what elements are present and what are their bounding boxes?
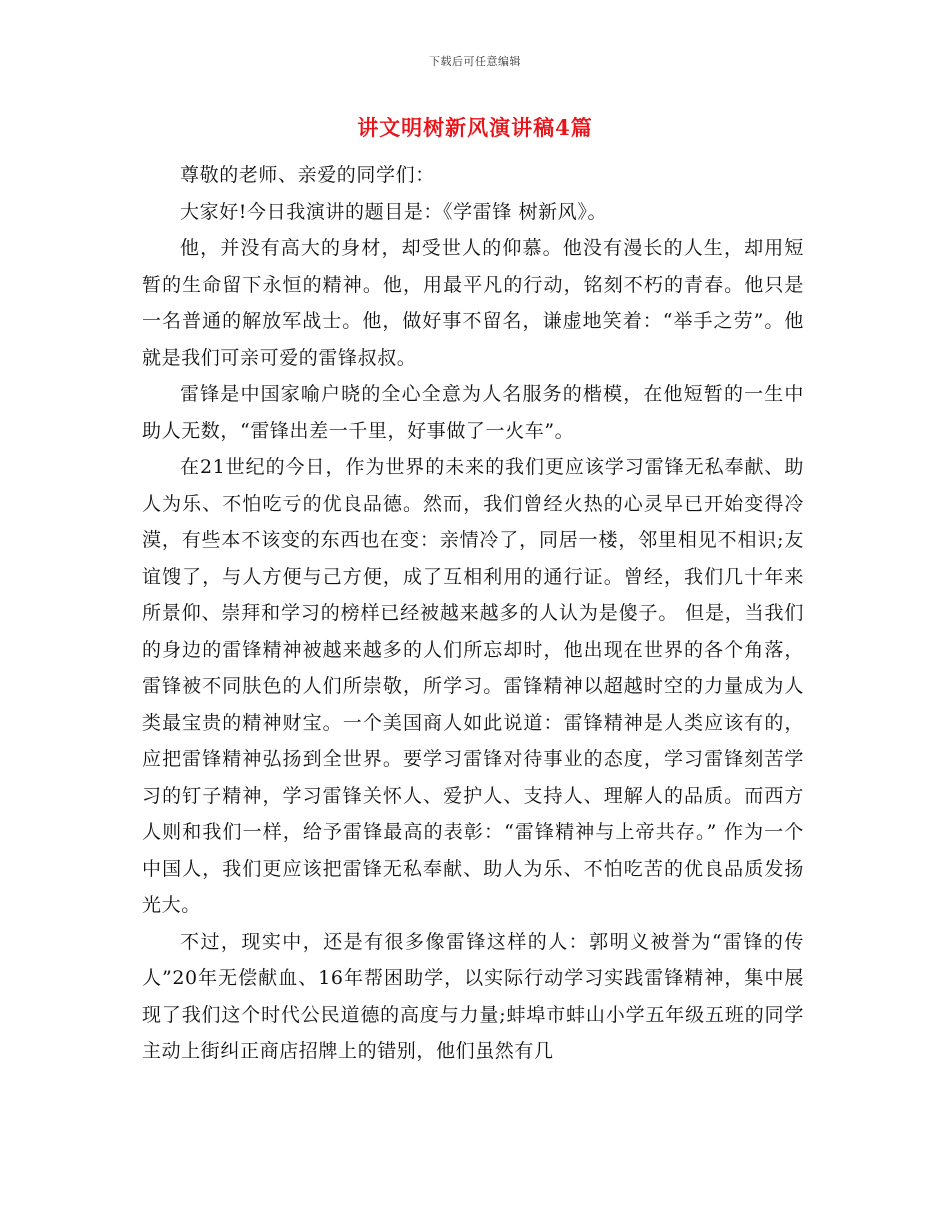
document-body bbox=[142, 157, 804, 1070]
paragraph-reality: 不过，现实中，还是有很多像雷锋这样的人：郭明义被誉为“雷锋的传人”20年无偿献血、16年帮困助学，以实际行动学习实践雷锋精神，集中展现了我们这个时代公民道德的高度与力量;蚌埠市蚌山小学五年级五班的同学主动上街纠正商店招牌上的错别，他们虽然有几 bbox=[142, 930, 804, 1062]
paragraph-21st-century: 在21世纪的今日，作为世界的未来的我们更应该学习雷锋无私奉献、助人为乐、不怕吃亏的优良品德。然而，我们曾经火热的心灵早已开始变得冷漠，有些本不该变的东西也在变：亲情冷了，同居一楼，邻里相见不相识;友谊馊了，与人方便与己方便，成了互相利用的通行证。曾经，我们几十年来所景仰、崇拜和学习的榜样已经被越来越多的人认为是傻子。 但是，当我们的身边的雷锋精神被越来越多的人们所忘却时，他出现在世界的各个角落，雷锋被不同肤色的人们所崇敬，所学习。雷锋精神以超越时空的力量成为人类最宝贵的精神财宝。一个美国商人如此说道：雷锋精神是人类应该有的，应把雷锋精神弘扬到全世界。要学习雷锋对待事业的态度，学习雷锋刻苦学习的钉子精神，学习雷锋关怀人、爱护人、支持人、理解人的品质。而西方人则和我们一样，给予雷锋最高的表彰：“雷锋精神与上帝共存。” 作为一个中国人，我们更应该把雷锋无私奉献、助人为乐、不怕吃苦的优良品质发扬光大。 bbox=[142, 456, 804, 916]
paragraph-salutation: 尊敬的老师、亲爱的同学们： bbox=[180, 164, 435, 186]
paragraph-leifeng-model: 雷锋是中国家喻户晓的全心全意为人名服务的楷模，在他短暂的一生中助人无数，“雷锋出差一千里，好事做了一火车”。 bbox=[142, 383, 804, 442]
paragraph-greeting: 大家好!今日我演讲的题目是：《学雷锋 树新风》。 bbox=[180, 200, 608, 223]
document-title: 讲文明树新风演讲稿4篇 bbox=[357, 115, 593, 140]
paragraph-intro: 他，并没有高大的身材，却受世人的仰慕。他没有漫长的人生，却用短暂的生命留下永恒的精神。他，用最平凡的行动，铭刻不朽的青春。他只是一名普通的解放军战士。他，做好事不留名，谦虚地笑着：“举手之劳”。他就是我们可亲可爱的雷锋叔叔。 bbox=[142, 237, 804, 369]
header-note: 下载后可任意编辑 bbox=[429, 55, 521, 68]
